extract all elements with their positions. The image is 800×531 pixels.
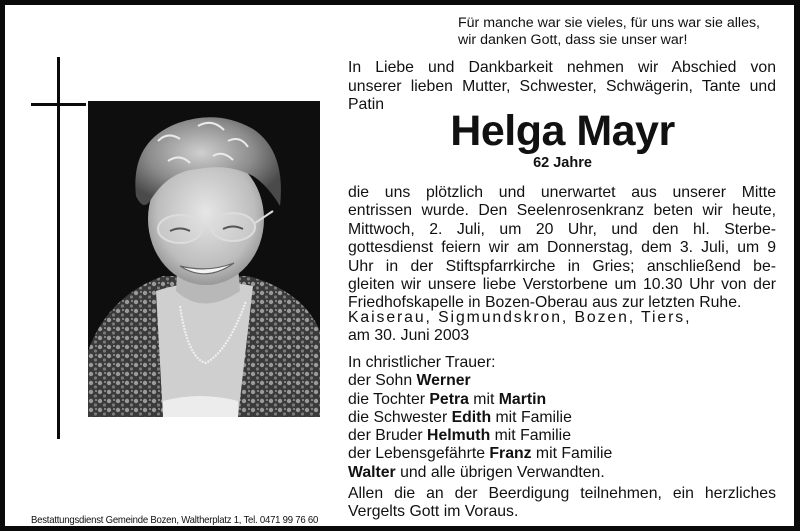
body-line: Friedhofskapelle in Bozen-Oberau aus zur letzten Ruhe. xyxy=(348,294,742,312)
thanks-line-2: Vergelts Gott im Voraus. xyxy=(348,503,519,521)
intro-line-3: Patin xyxy=(348,96,385,113)
mourner-row xyxy=(348,427,776,445)
date-line: am 30. Juni 2003 xyxy=(348,327,470,345)
body-line: gottesdienst feiern wir am Donnerstag, dem 3. Juli, um 9 xyxy=(348,239,776,257)
deceased-age: 62 Jahre xyxy=(533,155,592,171)
body-line: Uhr in der Stiftspfarrkirche in Gries; anschließend be- xyxy=(348,257,776,275)
intro-line-2: unserer lieben Mutter, Schwester, Schwägerin, Tante und xyxy=(348,77,776,95)
mourner-relation: die Schwester xyxy=(348,408,452,426)
mourner-row xyxy=(348,409,776,427)
mourner-row xyxy=(348,445,776,463)
mourner-row xyxy=(348,391,776,409)
mourner-suffix: mit Familie xyxy=(490,427,571,445)
funeral-details-paragraph xyxy=(348,184,776,313)
mourner-name: Edith xyxy=(451,408,492,426)
mourner-relation: der Lebensgefährte xyxy=(348,445,490,463)
mourner-suffix: mit xyxy=(468,390,499,408)
mourner-relation: der Bruder xyxy=(348,427,428,445)
mourner-name: Werner xyxy=(416,372,471,390)
mourner-relation: der Sohn xyxy=(348,372,417,390)
mourner-row xyxy=(348,372,776,390)
intro-line-1: In Liebe und Dankbarkeit nehmen wir Abschied von xyxy=(348,59,776,76)
motto-line-2: wir danken Gott, dass sie unser war! xyxy=(458,32,688,48)
motto-quote xyxy=(458,15,788,49)
thanks-paragraph xyxy=(348,485,776,522)
deceased-name: Helga Mayr xyxy=(450,107,675,155)
mourner-row xyxy=(348,464,776,482)
mourner-name: Martin xyxy=(498,390,547,408)
thanks-line-1: Allen die an der Beerdigung teilnehmen, ein herzliches xyxy=(348,485,776,502)
places-line: Kaiserau, Sigmundskron, Bozen, Tiers, xyxy=(348,309,692,326)
motto-line-1: Für manche war sie vieles, für uns war sie alles, xyxy=(458,15,760,31)
body-line: Mittwoch, 2. Juli, um 20 Uhr, und den hl. Sterbe- xyxy=(348,220,776,238)
portrait-photo xyxy=(88,101,320,417)
mourning-heading: In christlicher Trauer: xyxy=(348,354,496,371)
mourner-suffix: mit Familie xyxy=(491,408,572,426)
body-line: die uns plötzlich und unerwartet aus unserer Mitte xyxy=(348,184,776,201)
mourner-suffix: mit Familie xyxy=(531,445,613,463)
cross-icon-horizontal-bar xyxy=(31,103,86,106)
mourner-suffix: und alle übrigen Verwandten. xyxy=(395,463,605,481)
mourner-name: Franz xyxy=(489,445,532,463)
body-line: gleiten wir unsere liebe Verstorbene um 10.30 Uhr von der xyxy=(348,276,776,294)
body-line: entrissen wurde. Den Seelenrosenkranz beten wir heute, xyxy=(348,202,776,220)
places-and-date xyxy=(348,309,776,346)
mourner-name: Walter xyxy=(348,463,396,481)
cross-icon-vertical-bar xyxy=(57,57,60,439)
portrait-illustration xyxy=(88,101,320,417)
mourners-list xyxy=(348,354,776,482)
funeral-service-footer: Bestattungsdienst Gemeinde Bozen, Waltherplatz 1, Tel. 0471 99 76 60 xyxy=(31,515,319,526)
mourner-name: Helmuth xyxy=(427,427,491,445)
mourner-relation: die Tochter xyxy=(348,390,430,408)
mourner-name: Petra xyxy=(429,390,469,408)
